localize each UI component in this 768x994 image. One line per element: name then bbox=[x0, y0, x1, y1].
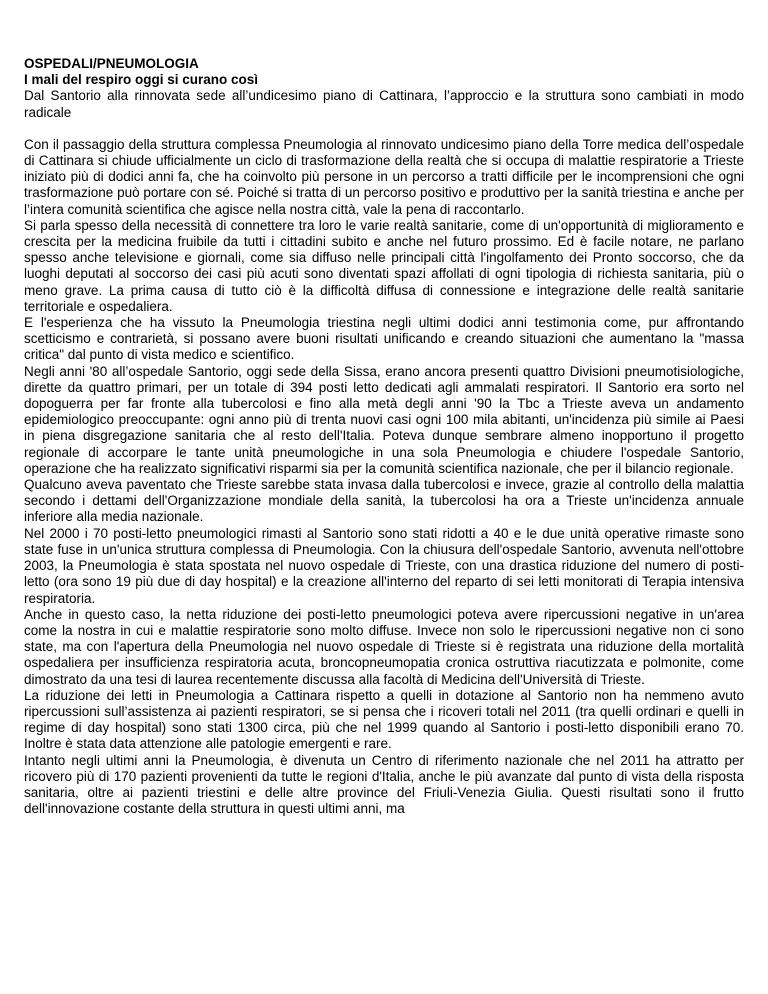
paragraph-3: E l'esperienza che ha vissuto la Pneumologia triestina negli ultimi dodici anni testimonia come, pur affrontando scetticismo e contrarietà, si possano avere buoni risultati unificando e creando situazioni che aumentano la "massa critica" dal punto di vista medico e scientifico. bbox=[24, 315, 744, 363]
article-body bbox=[24, 137, 744, 818]
paragraph-8: La riduzione dei letti in Pneumologia a Cattinara rispetto a quelli in dotazione al Santorio non ha nemmeno avuto ripercussioni sull’assistenza ai pazienti respiratori, se si pensa che i ricoveri totali nel 2011 (tra quelli ordinari e quelli in regime di day hospital) sono stati 1300 circa, più che nel 1999 quando al Santorio i posti-letto disponibili erano 70. Inoltre è stata data attenzione alle patologie emergenti e rare. bbox=[24, 687, 744, 752]
subheadline: Dal Santorio alla rinnovata sede all’undicesimo piano di Cattinara, l’approccio e la struttura sono cambiati in modo radicale bbox=[24, 88, 744, 120]
paragraph-4: Negli anni '80 all’ospedale Santorio, oggi sede della Sissa, erano ancora presenti quattro Divisioni pneumotisiologiche, dirette da quattro primari, per un totale di 394 posti letto dedicati agli ammalati respiratori. Il Santorio era sorto nel dopoguerra per far fronte alla tubercolosi e fino alla metà degli anni '90 la Tbc a Trieste aveva un andamento epidemiologico preoccupante: ogni anno più di trenta nuovi casi ogni 100 mila abitanti, un'incidenza più simile ai Paesi in piena disgregazione sanitaria che al resto dell'Italia. Poteva dunque sembrare almeno inopportuno il progetto regionale di accorpare le tante unità pneumologiche in una sola Pneumologia e chiudere l'ospedale Santorio, operazione che ha realizzato significativi risparmi sia per la comunità scientifica nazionale, che per il bilancio regionale. bbox=[24, 363, 744, 476]
paragraph-2: Si parla spesso della necessità di connettere tra loro le varie realtà sanitarie, come di un'opportunità di miglioramento e crescita per la medicina fruibile da tutti i cittadini subito e anche nel futuro prossimo. Ed è facile notare, ne parlano spesso anche televisione e giornali, come sia diffuso nelle principali città l'ingolfamento dei Pronto soccorso, che da luoghi deputati al soccorso dei casi più acuti sono diventati spazi affollati di ogni tipologia di richiesta sanitaria, più o meno grave. La prima causa di tutto ciò è la difficoltà diffusa di connessione e integrazione delle realtà sanitarie territoriale e ospedaliera. bbox=[24, 217, 744, 314]
paragraph-6: Nel 2000 i 70 posti-letto pneumologici rimasti al Santorio sono stati ridotti a 40 e le due unità operative rimaste sono state fuse in un'unica struttura complessa di Pneumologia. Con la chiusura dell'ospedale Santorio, avvenuta nell'ottobre 2003, la Pneumologia è stata spostata nel nuovo ospedale di Trieste, con una drastica riduzione del numero di posti-letto (ora sono 19 più due di day hospital) e la creazione all'interno del reparto di sei letti monitorati di Terapia intensiva respiratoria. bbox=[24, 525, 744, 606]
headline: I mali del respiro oggi si curano così bbox=[24, 72, 259, 88]
article bbox=[24, 56, 744, 817]
section-label: OSPEDALI/PNEUMOLOGIA bbox=[24, 56, 199, 71]
paragraph-7: Anche in questo caso, la netta riduzione dei posti-letto pneumologici poteva avere ripercussioni negative in un'area come la nostra in cui e malattie respiratorie sono molto diffuse. Invece non solo le ripercussioni negative non ci sono state, ma con l'apertura della Pneumologia nel nuovo ospedale di Trieste si è registrata una riduzione della mortalità ospedaliera per insufficienza respiratoria acuta, broncopneumopatia cronica ostruttiva riacutizzata e polmonite, come dimostrato da una tesi di laurea recentemente discussa alla facoltà di Medicina dell'Università di Trieste. bbox=[24, 606, 744, 687]
paragraph-9: Intanto negli ultimi anni la Pneumologia, è divenuta un Centro di riferimento nazionale che nel 2011 ha attratto per ricovero più di 170 pazienti provenienti da tutte le regioni d'Italia, anche le più avanzate dal punto di vista della risposta sanitaria, oltre ai pazienti triestini e delle altre province del Friuli-Venezia Giulia. Questi risultati sono il frutto dell'innovazione costante della struttura in questi ultimi anni, ma bbox=[24, 752, 744, 817]
paragraph-5: Qualcuno aveva paventato che Trieste sarebbe stata invasa dalla tubercolosi e invece, grazie al controllo della malattia secondo i dettami dell'Organizzazione mondiale della sanità, la tubercolosi ha ora a Trieste un'incidenza annuale inferiore alla media nazionale. bbox=[24, 477, 744, 525]
paragraph-1: Con il passaggio della struttura complessa Pneumologia al rinnovato undicesimo piano della Torre medica dell’ospedale di Cattinara si chiude ufficialmente un ciclo di trasformazione della realtà che si occupa di malattie respiratorie a Trieste iniziato più di dodici anni fa, che ha coinvolto più persone in un percorso a tratti difficile per le incomprensioni che ogni trasformazione può portare con sé. Poiché si tratta di un percorso positivo e produttivo per la sanità triestina e anche per l’intera comunità scientifica che agisce nella nostra città, vale la pena di raccontarlo. bbox=[24, 136, 744, 217]
